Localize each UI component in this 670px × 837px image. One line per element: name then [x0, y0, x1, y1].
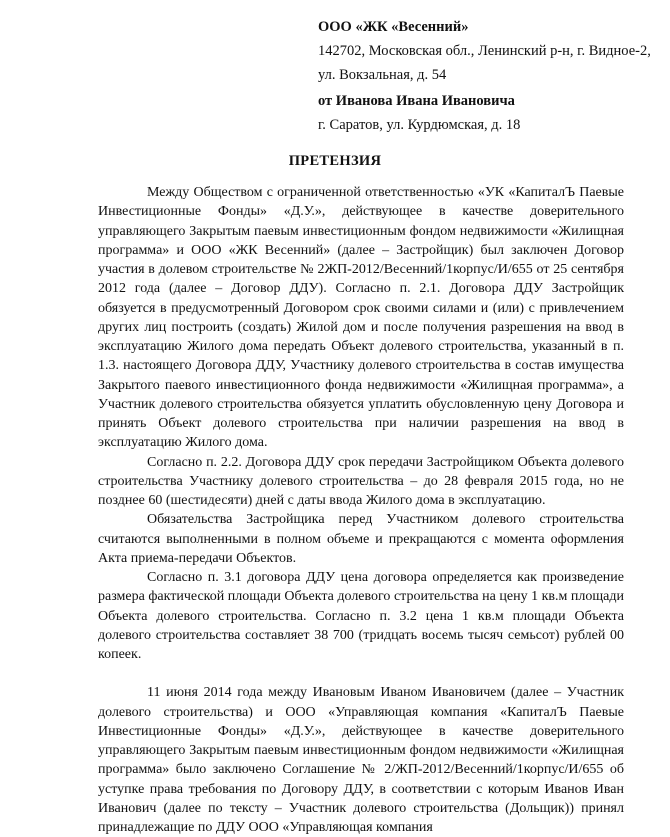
paragraph-2: Согласно п. 2.2. Договора ДДУ срок передачи Застройщиком Объекта долевого строительства Участнику долевого строительства – до 28 февраля 2015 года, но не позднее 60 (шестидесяти) дней с даты ввода Жилого дома в эксплуатацию. — [98, 454, 624, 508]
recipient-block — [318, 15, 651, 87]
paragraph-3: Обязательства Застройщика перед Участником долевого строительства считаются выполненными в полном объеме и прекращаются с момента оформления Акта приема-передачи Объектов. — [98, 512, 624, 566]
paragraph-4: Согласно п. 3.1 договора ДДУ цена договора определяется как произведение размера фактической площади Объекта долевого строительства на цену 1 кв.м площади Объекта долевого строительства. Согласно п. 3.2 цена 1 кв.м площади Объекта долевого строительства составляет 38 700 (тридцать восемь тысяч семьсот) рублей 00 копеек. — [98, 570, 624, 662]
sender-address: г. Саратов, ул. Курдюмская, д. 18 — [318, 117, 521, 133]
sender-name: от Иванова Ивана Ивановича — [318, 93, 515, 109]
sender-block — [318, 89, 520, 137]
recipient-name: ООО «ЖК «Весенний» — [318, 19, 469, 35]
document-title: ПРЕТЕНЗИЯ — [288, 153, 382, 169]
paragraph-5: 11 июня 2014 года между Ивановым Иваном Ивановичем (далее – Участник долевого строительства) и ООО «Управляющая компания «КапиталЪ Паевые Инвестиционные Фонды» «Д.У.», действующее в качестве доверительного управляющего Закрытым паевым инвестиционным фондом недвижимости «Жилищная программа» было заключено Соглашение № 2/ЖП-2012/Весенний/1корпус/И/655 об уступке права требования по Договору ДДУ, в соответствии с которым Иванов Иван Иванович (далее по тексту – Участник долевого строительства (Дольщик)) принял принадлежащие по ДДУ ООО «Управляющая компания — [98, 685, 624, 835]
document-body — [98, 183, 624, 837]
recipient-address-line1: 142702, Московская обл., Ленинский р-н, г. Видное-2, — [318, 43, 651, 59]
paragraph-1: Между Обществом с ограниченной ответственностью «УК «КапиталЪ Паевые Инвестиционные Фонды» «Д.У.», действующее в качестве доверительного управляющего Закрытым паевым инвестиционным фондом недвижимости «Жилищная программа» и ООО «ЖК Весенний» (далее – Застройщик) был заключен Договор участия в долевом строительстве № 2ЖП-2012/Весенний/1корпус/И/655 от 25 сентября 2012 года (далее – Договор ДДУ). Согласно п. 2.1. Договора ДДУ Застройщик обязуется в предусмотренный Договором срок своими силами и (или) с привлечением других лиц построить (создать) Жилой дом и после получения разрешения на ввод в эксплуатацию Жилого дома передать Объект долевого строительства, указанный в п. 1.3. настоящего Договора ДДУ, Участнику долевого строительства в состав имущества Закрытого паевого инвестиционного фонда недвижимости «Жилищная программа», а Участник долевого строительства обязуется уплатить обусловленную цену Договора и принять Объект долевого строительства при наличии разрешения на ввод в эксплуатацию Жилого дома. — [98, 185, 624, 451]
recipient-address-line2: ул. Вокзальная, д. 54 — [318, 67, 447, 83]
